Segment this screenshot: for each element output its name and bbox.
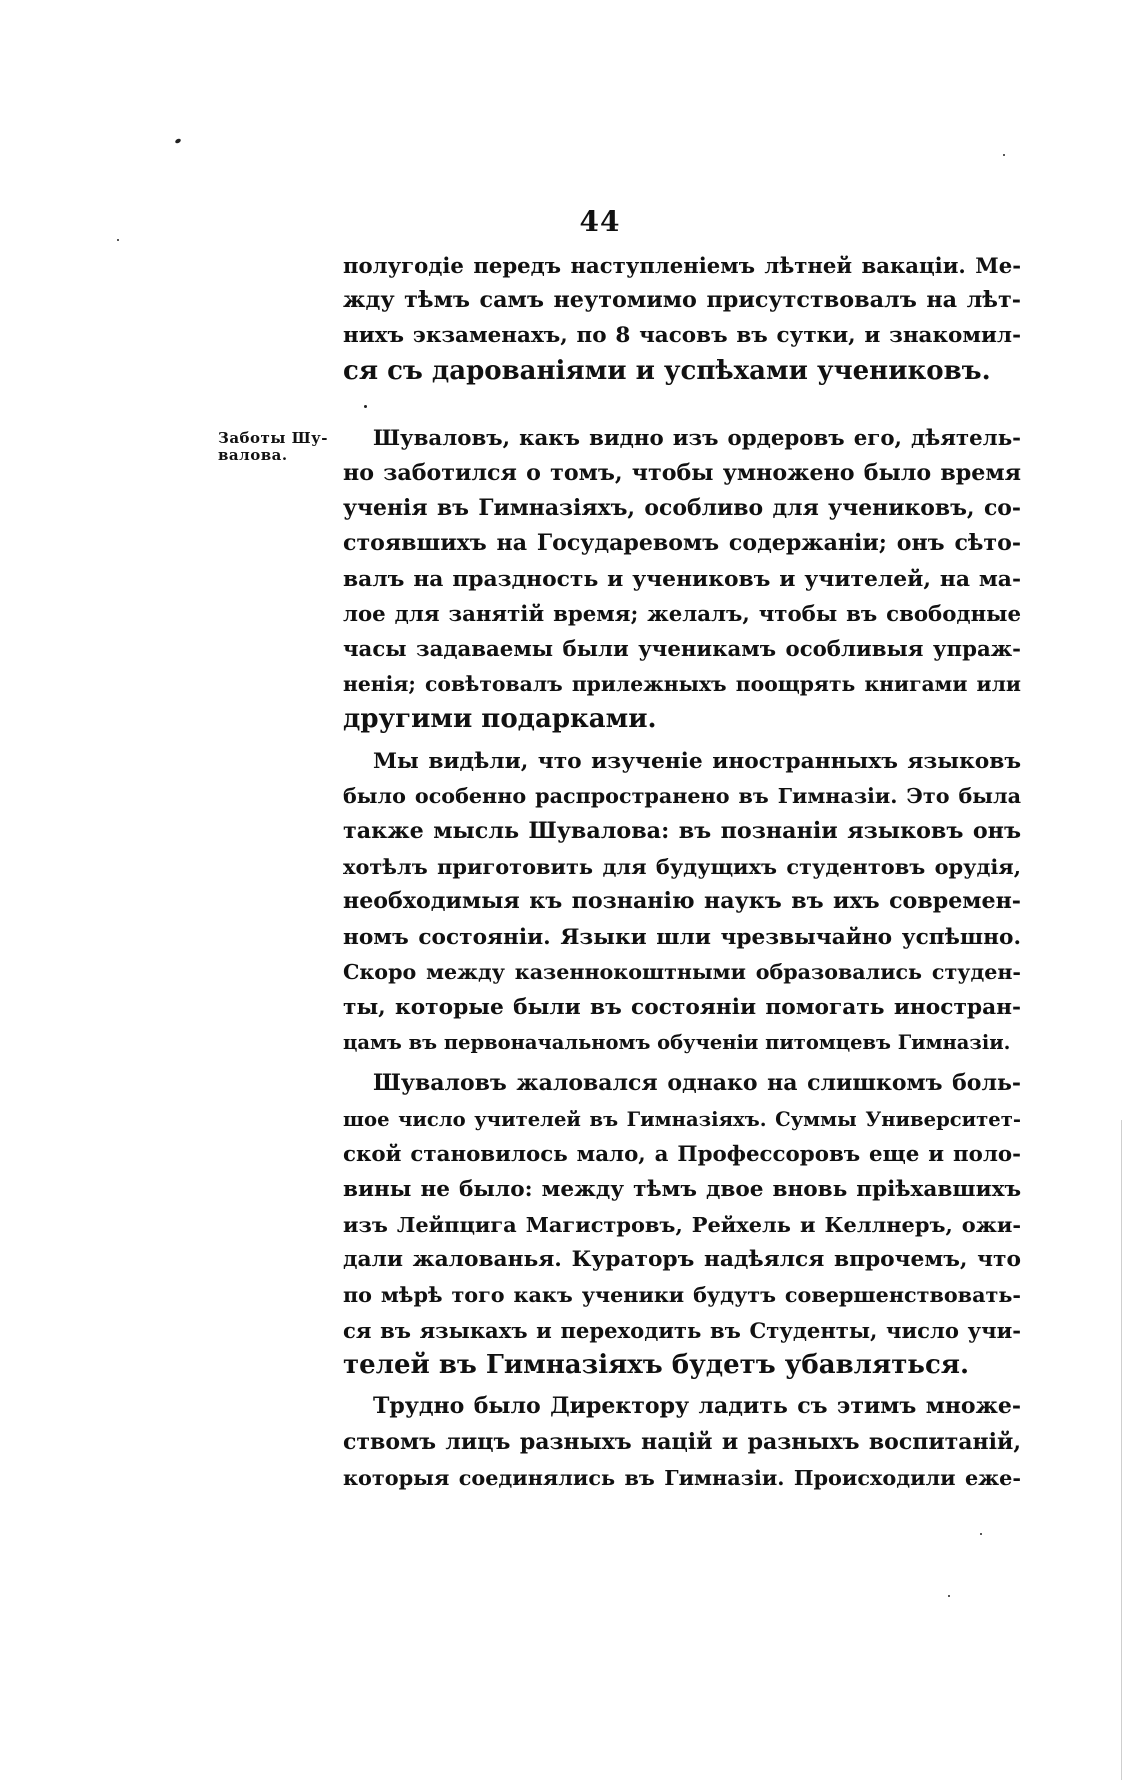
ink-speck bbox=[948, 1595, 950, 1597]
text-line: Шуваловъ жаловался однако на слишкомъ боль- bbox=[373, 1070, 1021, 1097]
text-line: телей въ Гимназіяхъ будетъ убавляться. bbox=[343, 1350, 970, 1381]
text-line: ской становилось мало, а Профессоровъ еще и поло- bbox=[343, 1141, 1021, 1167]
margin-note bbox=[218, 430, 330, 464]
text-line: было особенно распространено въ Гимназіи. Это была bbox=[343, 783, 1021, 808]
text-line: ты, которые были въ состояніи помогать иностран- bbox=[343, 995, 1021, 1021]
text-line: часы задаваемы были ученикамъ особливыя упраж- bbox=[343, 637, 1021, 663]
paragraph bbox=[343, 248, 1021, 389]
page-number: 44 bbox=[579, 205, 621, 238]
text-line: которыя соединялись въ Гимназіи. Происходили еже- bbox=[343, 1464, 1021, 1490]
text-line: Шуваловъ, какъ видно изъ ордеровъ его, дѣятель- bbox=[373, 425, 1021, 451]
text-line: Мы видѣли, что изученіе иностранныхъ языковъ bbox=[373, 748, 1021, 774]
text-line: Скоро между казеннокоштными образовались студен- bbox=[343, 959, 1021, 984]
text-line: номъ состояніи. Языки шли чрезвычайно успѣшно. bbox=[343, 924, 1021, 950]
text-line: стоявшихъ на Государевомъ содержаніи; онъ сѣто- bbox=[343, 530, 1021, 557]
text-line: также мысль Шувалова: въ познаніи языковъ онъ bbox=[343, 818, 1021, 845]
paragraph bbox=[343, 1066, 1021, 1383]
text-line: полугодіе передъ наступленіемъ лѣтней вакацiи. Ме- bbox=[343, 253, 1021, 278]
text-line: вины не было: между тѣмъ двое вновь пріѣхавшихъ bbox=[343, 1177, 1021, 1203]
text-line: лое для занятій время; желалъ, чтобы въ свободные bbox=[343, 601, 1021, 627]
text-line: дали жалованья. Кураторъ надѣялся впрочемъ, что bbox=[343, 1247, 1021, 1273]
text-line: ненія; совѣтовалъ прилежныхъ поощрять книгами или bbox=[343, 672, 1021, 697]
text-line: шое число учителей въ Гимназіяхъ. Суммы Университет- bbox=[343, 1107, 1021, 1131]
text-line: ствомъ лицъ разныхъ націй и разныхъ воспитаній, bbox=[343, 1428, 1021, 1455]
page-edge-line bbox=[1121, 1120, 1122, 1780]
text-line: валъ на праздность и учениковъ и учителей, на ма- bbox=[343, 566, 1021, 592]
text-line: ся съ дарованіями и успѣхами учениковъ. bbox=[343, 355, 991, 386]
text-line: по мѣрѣ того какъ ученики будутъ совершенствовать- bbox=[343, 1282, 1021, 1307]
text-line: ученія въ Гимназіяхъ, особливо для учениковъ, со- bbox=[343, 495, 1021, 522]
main-text bbox=[343, 248, 1021, 1495]
text-line: жду тѣмъ самъ неутомимо присутствовалъ на лѣт- bbox=[343, 287, 1021, 314]
margin-note-line: Заботы Шу- bbox=[218, 429, 328, 447]
margin-note-line: валова. bbox=[218, 446, 288, 464]
text-line: изъ Лейпцига Магистровъ, Рейхель и Келлнеръ, ожи- bbox=[343, 1212, 1021, 1238]
text-line: нихъ экзаменахъ, по 8 часовъ въ сутки, и знакомил- bbox=[343, 323, 1021, 349]
text-line: хотѣлъ приготовить для будущихъ студентовъ орудія, bbox=[343, 854, 1021, 880]
text-line: ся въ языкахъ и переходить въ Студенты, число учи- bbox=[343, 1317, 1021, 1343]
text-line: цамъ въ первоначальномъ обученіи питомцевъ Гимназіи. bbox=[343, 1031, 1011, 1055]
ink-speck bbox=[174, 138, 181, 144]
text-line: Трудно было Директору ладить съ этимъ множе- bbox=[373, 1393, 1021, 1420]
text-line: необходимыя къ познанію наукъ въ ихъ современ- bbox=[343, 888, 1021, 915]
paragraph bbox=[343, 1389, 1021, 1495]
ink-speck bbox=[980, 1533, 982, 1535]
text-line: но заботился о томъ, чтобы умножено было время bbox=[343, 460, 1021, 487]
paragraph bbox=[343, 744, 1021, 1061]
paragraph bbox=[343, 421, 1021, 738]
ink-speck bbox=[117, 239, 119, 241]
text-line: другими подарками. bbox=[343, 704, 657, 735]
ink-speck bbox=[1003, 154, 1005, 156]
